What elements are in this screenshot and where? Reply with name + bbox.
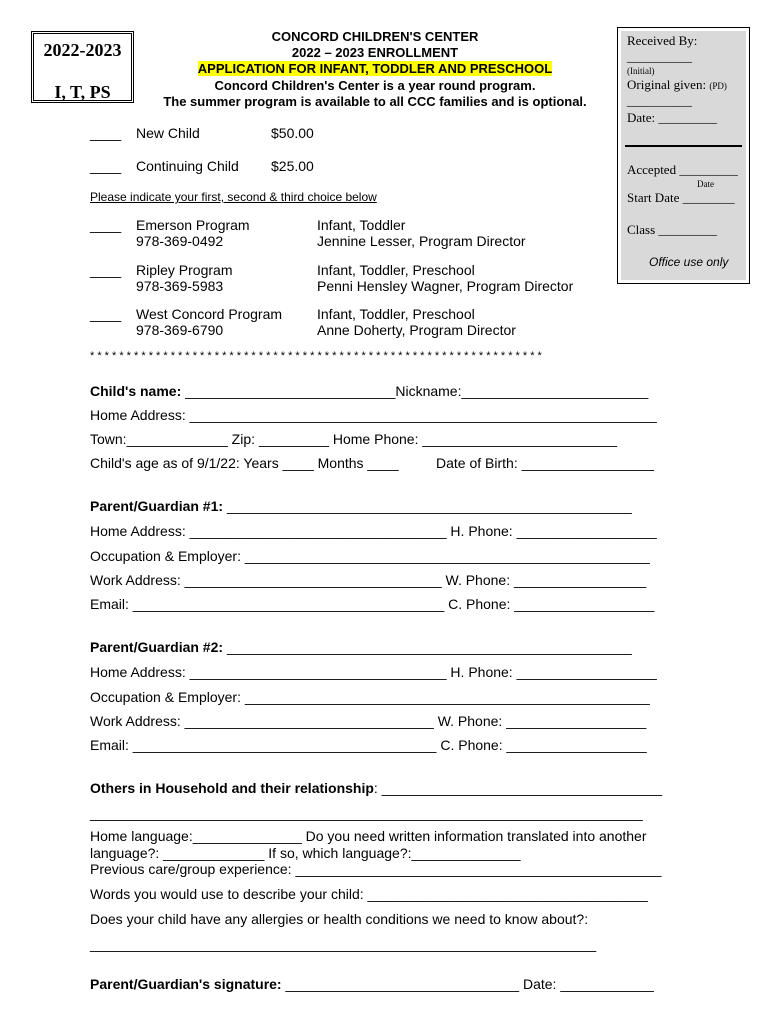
start-date: Start Date ________: [627, 190, 735, 205]
child-age: Child's age as of 9/1/22: Years ____ Months ____: [90, 455, 399, 471]
pd-label: (PD): [709, 81, 727, 91]
signature-label: Parent/Guardian's signature:: [90, 976, 282, 992]
program-west-concord-director: Anne Doherty, Program Director: [317, 322, 516, 338]
signature-date-blank: ______________________________ Date: ____________: [281, 976, 654, 992]
household-label: Others in Household and their relationship: [90, 780, 374, 796]
header-application-text: APPLICATION FOR INFANT, TODDLER AND PRESCHOOL: [197, 61, 553, 76]
year-group-box: [31, 31, 134, 103]
program-emerson-name: Emerson Program: [136, 217, 250, 233]
office-use-only: Office use only: [649, 255, 729, 269]
guardian1-email: Email: ________________________________________ C. Phone: __________________: [90, 596, 655, 612]
accepted: Accepted _________: [627, 162, 738, 177]
guardian2-email: Email: _______________________________________ C. Phone: __________________: [90, 737, 647, 753]
year-label: 2022-2023: [43, 40, 122, 60]
program-emerson-ages: Infant, Toddler: [317, 217, 406, 233]
header-summer: The summer program is available to all CCC families and is optional.: [163, 94, 587, 109]
office-use-box: [617, 27, 750, 284]
program-emerson-phone: 978-369-0492: [136, 233, 224, 249]
fee-new-label: New Child: [136, 125, 200, 141]
household-line: [90, 780, 662, 796]
allergies-line: _________________________________________________________________: [90, 936, 597, 952]
signature-line: [90, 976, 654, 992]
header-year-round: Concord Children's Center is a year round program.: [214, 78, 536, 93]
fee-new-blank: ____: [90, 125, 122, 141]
child-name-label: Child's name:: [90, 383, 182, 399]
guardian2-occupation: Occupation & Employer: ____________________________________________________: [90, 689, 650, 705]
fee-new-amount: $50.00: [271, 125, 314, 141]
guardian1-name-blank: ____________________________________________________: [223, 498, 632, 514]
program-west-concord-name: West Concord Program: [136, 306, 283, 322]
program-ripley-director: Penni Hensley Wagner, Program Director: [317, 278, 574, 294]
original-given: [627, 77, 727, 93]
program-ripley-blank: ____: [90, 262, 122, 278]
program-west-concord-ages: Infant, Toddler, Preschool: [317, 306, 475, 322]
guardian2-work: Work Address: ________________________________ W. Phone: __________________: [90, 713, 647, 729]
guardian2-title: Parent/Guardian #2:: [90, 639, 224, 655]
guardian1-title-line: [90, 498, 632, 514]
header-application: [140, 61, 610, 76]
home-language: Home language:______________ Do you need written information translated into another: [90, 828, 647, 844]
guardian2-title-line: [90, 639, 632, 655]
original-blank: __________: [627, 93, 692, 108]
program-ripley-name: Ripley Program: [136, 262, 233, 278]
child-address: Home Address: ____________________________________________________________: [90, 407, 657, 423]
fee-continuing-blank: ____: [90, 158, 122, 174]
header-enrollment: 2022 – 2023 ENROLLMENT: [291, 45, 459, 60]
asterisk-divider: * * * * * * * * * * * * * * * * * * * * * * * * * * * * * * * * * * * * * * * * * * * * * * * * * * * * * * * * * * * * * *: [90, 350, 542, 362]
child-dob: Date of Birth: _________________: [436, 455, 654, 471]
program-ripley-ages: Infant, Toddler, Preschool: [317, 262, 475, 278]
child-name-line: [90, 383, 648, 399]
office-divider: [625, 145, 742, 147]
received-by: Received By:: [627, 33, 698, 48]
initial-label: (Initial): [627, 66, 655, 76]
guardian1-address: Home Address: _________________________________ H. Phone: __________________: [90, 523, 657, 539]
household-blank: : ____________________________________: [373, 780, 663, 796]
office-date: Date: _________: [627, 110, 717, 125]
translation-language: language?: _____________ If so, which language?:______________: [90, 845, 521, 861]
program-emerson-blank: ____: [90, 217, 122, 233]
previous-care: Previous care/group experience: _______________________________________________: [90, 861, 662, 877]
received-blank: __________: [627, 49, 692, 64]
program-ripley-phone: 978-369-5983: [136, 278, 224, 294]
guardian1-work: Work Address: _________________________________ W. Phone: _________________: [90, 572, 647, 588]
choice-instruction: Please indicate your first, second & third choice below: [90, 190, 377, 204]
guardian1-occupation: Occupation & Employer: ____________________________________________________: [90, 548, 650, 564]
fee-continuing-label: Continuing Child: [136, 158, 239, 174]
child-name-fields: ___________________________Nickname:________________________: [181, 383, 649, 399]
original-given-label: Original given:: [627, 77, 707, 92]
guardian2-address: Home Address: _________________________________ H. Phone: __________________: [90, 664, 657, 680]
program-emerson-director: Jennine Lesser, Program Director: [317, 233, 526, 249]
guardian1-title: Parent/Guardian #1:: [90, 498, 224, 514]
program-west-concord-blank: ____: [90, 306, 122, 322]
fee-continuing-amount: $25.00: [271, 158, 314, 174]
child-town: Town:_____________ Zip: _________ Home Phone: _________________________: [90, 431, 618, 447]
allergies-question: Does your child have any allergies or health conditions we need to know about?:: [90, 911, 589, 927]
header-org-name: CONCORD CHILDREN'S CENTER: [271, 29, 479, 44]
guardian2-name-blank: ____________________________________________________: [223, 639, 632, 655]
class-field: Class _________: [627, 222, 717, 237]
accepted-date-label: Date: [697, 179, 714, 189]
groups-label: I, T, PS: [54, 82, 111, 102]
describe-child: Words you would use to describe your child: ____________________________________: [90, 886, 648, 902]
program-west-concord-phone: 978-369-6790: [136, 322, 224, 338]
household-line2: _______________________________________________________________________: [90, 805, 643, 821]
